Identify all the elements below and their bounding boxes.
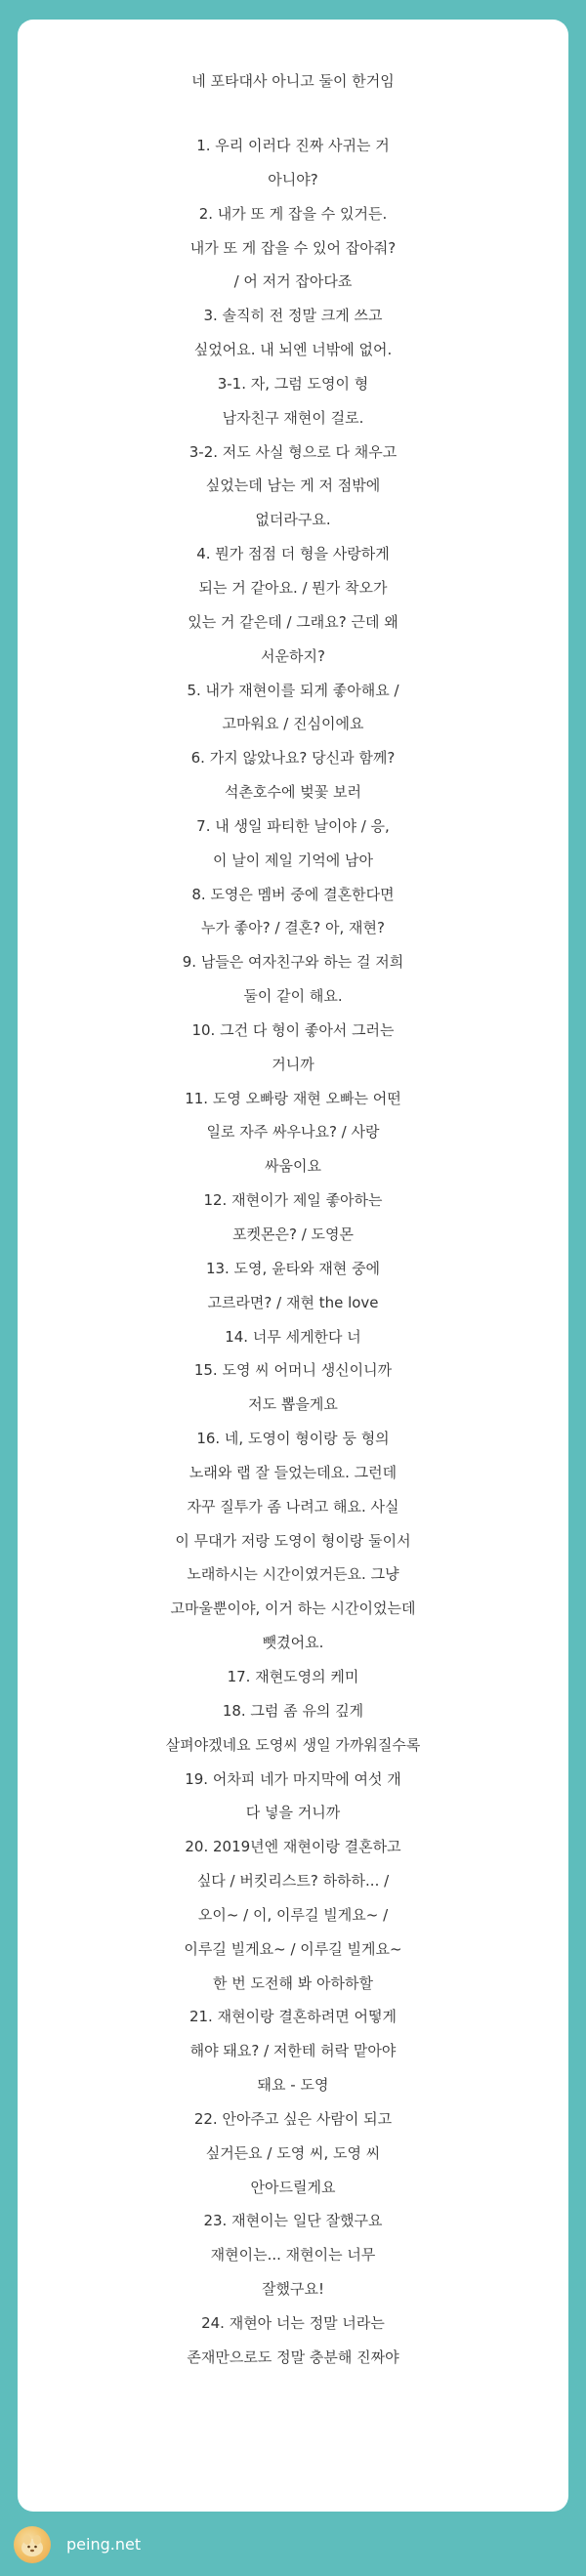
message-line: 2. 내가 또 게 잡을 수 있거든. (198, 204, 388, 223)
message-line: 1. 우리 이러다 진짜 사귀는 거 (196, 137, 390, 154)
message-line: 3. 솔직히 전 정말 크게 쓰고 (203, 307, 383, 325)
peing-logo-icon[interactable] (14, 2526, 51, 2563)
message-line: 존재만으로도 정말 충분해 진짜야 (187, 2347, 399, 2366)
message-line: 17. 재현도영의 케미 (227, 1667, 359, 1685)
message-line: 재현이는... 재현이는 너무 (210, 2246, 376, 2264)
message-line: 잘했구요! (262, 2280, 324, 2299)
message-line: 15. 도영 씨 어머니 생신이니까 (193, 1361, 393, 1380)
site-name[interactable]: peing.net (66, 2535, 142, 2554)
message-line: 7. 내 생일 파티한 날이야 / 응, (196, 816, 390, 835)
message-line: 있는 거 같은데 / 그래요? 근데 왜 (188, 612, 398, 631)
message-line: 21. 재현이랑 결혼하려면 어떻게 (188, 2008, 398, 2026)
message-line: 13. 도영, 윤타와 재현 중에 (205, 1259, 381, 1277)
message-line: 고르라면? / 재현 the love (207, 1293, 379, 1311)
message-line: 되는 거 같아요. / 뭔가 착오가 (198, 578, 388, 597)
message-line: 이 날이 제일 기억에 남아 (213, 851, 373, 869)
message-line: 4. 뭔가 점점 더 형을 사랑하게 (196, 545, 390, 563)
message-line: 10. 그건 다 형이 좋아서 그러는 (191, 1020, 395, 1039)
message-line: 3-2. 저도 사실 형으로 다 채우고 (188, 442, 398, 461)
message-line: 자꾸 질투가 좀 나려고 해요. 사실 (187, 1497, 399, 1516)
message-line: 싶었는데 남는 게 저 점밖에 (205, 477, 381, 495)
message-line: 오이~ / 이, 이루길 빌게요~ / (197, 1905, 389, 1924)
footer (0, 2512, 586, 2576)
message-line: 5. 내가 재현이를 되게 좋아해요 / (187, 681, 399, 699)
message-card (18, 20, 568, 2512)
message-line: 한 번 도전해 봐 아하하할 (213, 1974, 373, 1992)
message-line: 싸움이요 (265, 1157, 321, 1176)
message-line: 뺏겼어요. (262, 1634, 324, 1652)
message-line: 12. 재현이가 제일 좋아하는 (203, 1191, 383, 1210)
message-line: / 어 저거 잡아다죠 (233, 272, 353, 291)
message-line: 내가 또 게 잡을 수 있어 잡아줘? (189, 238, 397, 257)
message-line: 8. 도영은 멤버 중에 결혼한다면 (191, 885, 395, 903)
message-body (18, 129, 568, 2375)
message-line: 9. 남들은 여자친구와 하는 걸 저희 (182, 953, 404, 972)
message-line: 22. 안아주고 싶은 사람이 되고 (193, 2109, 393, 2128)
message-line: 아니야? (268, 170, 318, 188)
message-line: 일로 자주 싸우나요? / 사랑 (206, 1123, 380, 1142)
message-line: 누가 좋아? / 결혼? 아, 재현? (201, 919, 385, 937)
message-line: 24. 재현아 너는 정말 너라는 (201, 2314, 385, 2332)
message-line: 16. 네, 도영이 형이랑 둥 형의 (196, 1430, 390, 1448)
message-line: 3-1. 자, 그럼 도영이 형 (217, 374, 369, 393)
message-line: 11. 도영 오빠랑 재현 오빠는 어떤 (185, 1089, 401, 1107)
message-line: 이 무대가 저랑 도영이 형이랑 둘이서 (175, 1531, 411, 1550)
message-line: 싶다 / 버킷리스트? 하하하... / (196, 1872, 390, 1890)
message-line: 남자친구 재현이 걸로. (222, 408, 364, 427)
message-line: 6. 가지 않았나요? 당신과 함께? (190, 749, 396, 768)
message-line: 돼요 - 도영 (257, 2076, 329, 2095)
message-line: 없더라구요. (255, 511, 331, 529)
message-line: 다 넣을 거니까 (245, 1804, 341, 1822)
message-line: 고마울뿐이야, 이거 하는 시간이었는데 (170, 1600, 416, 1618)
card-title: 네 포타대사 아니고 둘이 한거임 (191, 72, 395, 90)
message-line: 18. 그럼 좀 유의 깊게 (222, 1701, 364, 1720)
message-line: 이루길 빌게요~ / 이루길 빌게요~ (184, 1939, 402, 1958)
message-line: 살펴야겠네요 도영씨 생일 가까워질수록 (165, 1735, 421, 1754)
message-line: 석촌호수에 벚꽃 보러 (225, 783, 361, 802)
message-line: 고마워요 / 진심이에요 (222, 715, 364, 733)
message-line: 19. 어차피 네가 마지막에 여섯 개 (185, 1769, 401, 1788)
message-line: 둘이 같이 해요. (243, 987, 343, 1006)
message-line: 안아드릴게요 (250, 2178, 336, 2196)
message-line: 해야 돼요? / 저한테 허락 맡아야 (189, 2042, 397, 2060)
message-line: 싶거든요 / 도영 씨, 도영 씨 (205, 2143, 381, 2162)
message-line: 서운하지? (261, 646, 325, 665)
message-line: 거니까 (272, 1055, 314, 1073)
message-line: 20. 2019년엔 재현이랑 결혼하고 (185, 1838, 401, 1856)
message-line: 저도 뽑을게요 (248, 1395, 338, 1414)
message-line: 노래와 랩 잘 들었는데요. 그런데 (188, 1463, 398, 1481)
message-line: 노래하시는 시간이였거든요. 그냥 (187, 1565, 399, 1584)
message-line: 싶었어요. 내 뇌엔 너밖에 없어. (193, 341, 393, 359)
message-line: 23. 재현이는 일단 잘했구요 (203, 2212, 383, 2230)
message-line: 포켓몬은? / 도영몬 (232, 1226, 354, 1243)
message-line: 14. 너무 세게한다 너 (225, 1327, 361, 1346)
peing-logo-icon (14, 2526, 51, 2563)
